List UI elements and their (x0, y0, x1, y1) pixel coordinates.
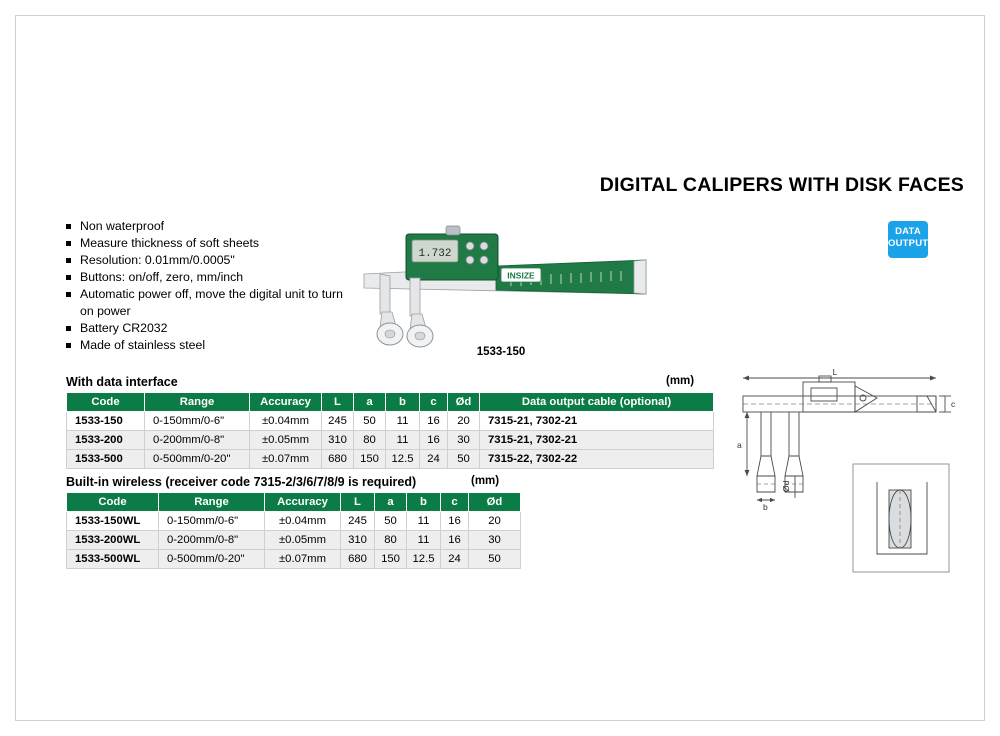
cell-accuracy: ±0.04mm (250, 412, 322, 431)
table-row (67, 450, 714, 469)
list-item: Buttons: on/off, zero, mm/inch (66, 269, 346, 286)
col-b: b (407, 493, 441, 512)
data-output-badge (888, 221, 928, 258)
cell-od: 50 (448, 450, 480, 469)
drawing-label-b: b (763, 502, 768, 512)
table-row (67, 550, 521, 569)
feature-list (66, 218, 346, 354)
list-item: Non waterproof (66, 218, 346, 235)
drawing-label-a: a (737, 440, 742, 450)
list-item: Measure thickness of soft sheets (66, 235, 346, 252)
cell-c: 24 (441, 550, 469, 569)
cell-range: 0-200mm/0-8" (145, 431, 250, 450)
cell-code: 1533-200 (67, 431, 145, 450)
col-a: a (354, 393, 386, 412)
table1-heading: With data interface (66, 375, 178, 389)
catalog-page (15, 15, 985, 721)
col-accuracy: Accuracy (250, 393, 322, 412)
cell-cable: 7315-21, 7302-21 (480, 431, 714, 450)
cell-l: 310 (322, 431, 354, 450)
table-row (67, 431, 714, 450)
list-item: Automatic power off, move the digital unit to turn on power (66, 286, 346, 319)
cell-cable: 7315-21, 7302-21 (480, 412, 714, 431)
cell-b: 12.5 (386, 450, 420, 469)
cell-b: 11 (386, 431, 420, 450)
col-od: Ød (469, 493, 521, 512)
cell-l: 680 (322, 450, 354, 469)
cell-code: 1533-150WL (67, 512, 159, 531)
cell-c: 24 (420, 450, 448, 469)
cell-accuracy: ±0.05mm (250, 431, 322, 450)
product-photo (346, 216, 656, 356)
table2-heading: Built-in wireless (receiver code 7315-2/3/6/7/8/9 is required) (66, 475, 417, 489)
col-range: Range (145, 393, 250, 412)
col-b: b (386, 393, 420, 412)
cell-a: 150 (375, 550, 407, 569)
cell-range: 0-150mm/0-6" (145, 412, 250, 431)
list-item: Made of stainless steel (66, 337, 346, 354)
cell-a: 50 (354, 412, 386, 431)
list-item: Resolution: 0.01mm/0.0005" (66, 252, 346, 269)
badge-line-1: DATA (895, 226, 921, 237)
cell-l: 245 (341, 512, 375, 531)
drawing-label-c: c (951, 399, 956, 409)
col-code: Code (67, 393, 145, 412)
technical-drawing (731, 364, 956, 579)
cell-accuracy: ±0.04mm (265, 512, 341, 531)
cell-l: 680 (341, 550, 375, 569)
col-cable: Data output cable (optional) (480, 393, 714, 412)
cell-od: 20 (469, 512, 521, 531)
col-code: Code (67, 493, 159, 512)
cell-range: 0-200mm/0-8" (159, 531, 265, 550)
cell-l: 310 (341, 531, 375, 550)
cell-accuracy: ±0.05mm (265, 531, 341, 550)
cell-code: 1533-500WL (67, 550, 159, 569)
col-od: Ød (448, 393, 480, 412)
cell-accuracy: ±0.07mm (250, 450, 322, 469)
table-with-data-interface (66, 392, 714, 469)
cell-a: 50 (375, 512, 407, 531)
col-c: c (420, 393, 448, 412)
cell-accuracy: ±0.07mm (265, 550, 341, 569)
table2-unit: (mm) (471, 475, 500, 487)
cell-b: 11 (386, 412, 420, 431)
drawing-label-L: L (832, 367, 838, 377)
cell-a: 80 (354, 431, 386, 450)
col-l: L (341, 493, 375, 512)
cell-a: 80 (375, 531, 407, 550)
col-l: L (322, 393, 354, 412)
table-row (67, 412, 714, 431)
table-builtin-wireless (66, 492, 521, 569)
table1-unit: (mm) (666, 375, 695, 387)
cell-cable: 7315-22, 7302-22 (480, 450, 714, 469)
product-caption: 1533-150 (476, 346, 526, 358)
svg-text:1.732: 1.732 (418, 248, 452, 260)
cell-b: 11 (407, 531, 441, 550)
cell-code: 1533-500 (67, 450, 145, 469)
col-range: Range (159, 493, 265, 512)
col-c: c (441, 493, 469, 512)
cell-od: 50 (469, 550, 521, 569)
cell-c: 16 (441, 512, 469, 531)
cell-range: 0-150mm/0-6" (159, 512, 265, 531)
cell-range: 0-500mm/0-20" (159, 550, 265, 569)
col-accuracy: Accuracy (265, 493, 341, 512)
page-title: DIGITAL CALIPERS WITH DISK FACES (599, 174, 964, 196)
table-row (67, 512, 521, 531)
cell-a: 150 (354, 450, 386, 469)
cell-code: 1533-200WL (67, 531, 159, 550)
drawing-label-od: Ød (781, 480, 791, 492)
cell-c: 16 (420, 412, 448, 431)
cell-c: 16 (441, 531, 469, 550)
table-header-row (67, 493, 521, 512)
cell-range: 0-500mm/0-20" (145, 450, 250, 469)
cell-od: 30 (469, 531, 521, 550)
list-item: Battery CR2032 (66, 320, 346, 337)
cell-b: 11 (407, 512, 441, 531)
cell-l: 245 (322, 412, 354, 431)
cell-code: 1533-150 (67, 412, 145, 431)
cell-b: 12.5 (407, 550, 441, 569)
table-header-row (67, 393, 714, 412)
col-a: a (375, 493, 407, 512)
cell-od: 30 (448, 431, 480, 450)
badge-line-2: OUTPUT (888, 238, 929, 249)
cell-od: 20 (448, 412, 480, 431)
cell-c: 16 (420, 431, 448, 450)
svg-text:INSIZE: INSIZE (507, 270, 535, 281)
table-row (67, 531, 521, 550)
